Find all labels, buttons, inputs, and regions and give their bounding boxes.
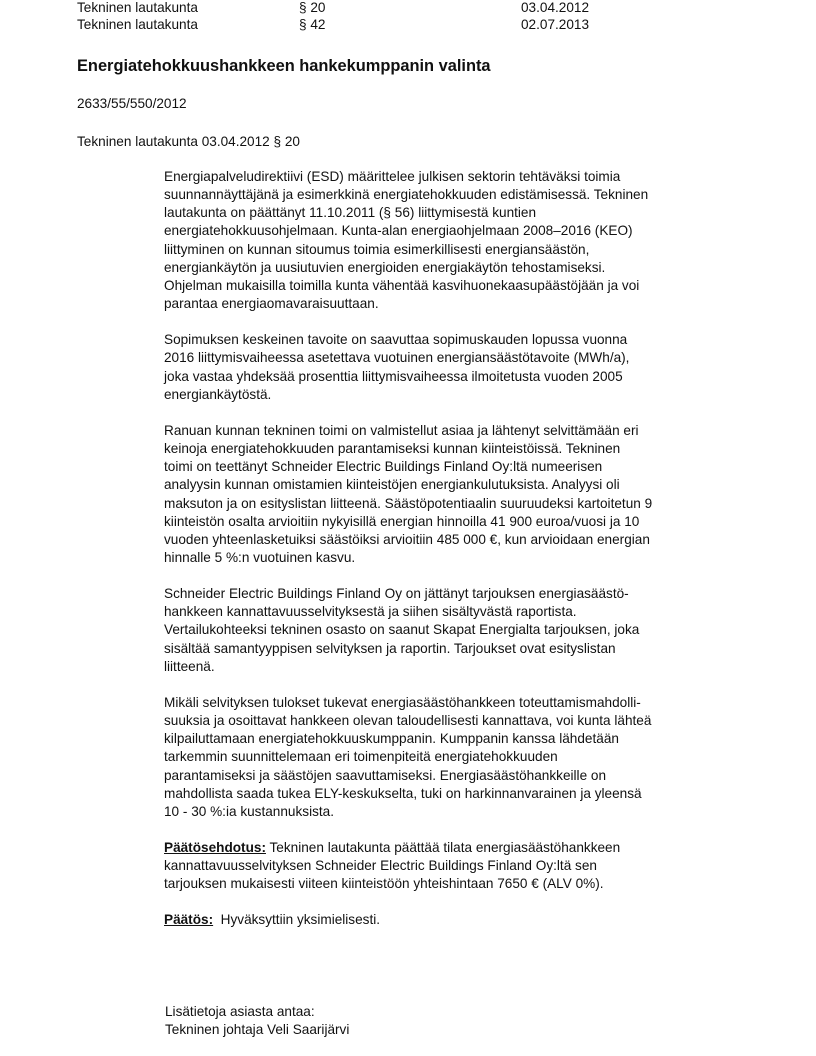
paragraph-line: vuoden yhteenlasketuiksi säästöiksi arvioitiin 485 000 €, kun arvioidaan energian: [164, 531, 650, 547]
proposal-line: kannattavuusselvityksen Schneider Electric Buildings Finland Oy:ltä sen: [164, 858, 597, 874]
paragraph-line: hankkeen kannattavuusselvityksestä ja siihen sisältyvästä raportista.: [164, 604, 577, 620]
body-paragraph: [164, 168, 764, 313]
paragraph-line: liittyminen on kunnan sitoumus toimia esimerkillisesti energiansäästön,: [164, 241, 590, 257]
decision-text: Hyväksyttiin yksimielisesti.: [213, 912, 381, 928]
reference-body: Tekninen lautakunta: [77, 17, 198, 32]
paragraph-line: 10 - 30 %:ia kustannuksista.: [164, 803, 335, 819]
paragraph-line: maksuton ja on esityslistan liitteenä. Säästöpotentiaalin suuruudeksi kartoitetun 9: [164, 495, 653, 511]
paragraph-line: Ohjelman mukaisilla toimilla kunta vähentää kasvihuonekaasupäästöjään ja voi: [164, 277, 640, 293]
body-paragraph: [164, 585, 764, 676]
paragraph-line: tarkemmin suunnittelemaan eri toimenpiteitä energiatehokkuuden: [164, 749, 558, 765]
body-paragraph: [164, 331, 764, 404]
paragraph-line: analyysin kunnan omistamien kiinteistöjen energiankulutuksista. Analyysi oli: [164, 477, 620, 493]
paragraph-line: Ranuan kunnan tekninen toimi on valmistellut asiaa ja lähtenyt selvittämään eri: [164, 422, 639, 438]
paragraph-line: energiankäytöstä.: [164, 386, 272, 402]
paragraph-line: joka vastaa yhdeksää prosenttia liittymisvaiheessa ilmoitetusta vuoden 2005: [164, 368, 623, 384]
case-number: 2633/55/550/2012: [77, 96, 187, 111]
contact-label: Lisätietoja asiasta antaa:: [165, 1004, 315, 1019]
paragraph-line: toimi on teettänyt Schneider Electric Buildings Finland Oy:ltä numeerisen: [164, 459, 603, 475]
document-title: Energiatehokkuushankkeen hankekumppanin valinta: [77, 57, 491, 75]
paragraph-line: energiatehokkuusohjelmaan. Kunta-alan energiaohjelmaan 2008–2016 (KEO): [164, 223, 633, 239]
meeting-reference: Tekninen lautakunta 03.04.2012 § 20: [77, 134, 300, 149]
reference-section: § 42: [299, 17, 326, 32]
reference-date: 02.07.2013: [521, 17, 590, 32]
reference-date: 03.04.2012: [521, 0, 590, 15]
paragraph-line: energiankäytön ja uusiutuvien energioiden energiakäytön tehostamiseksi.: [164, 259, 606, 275]
paragraph-line: kiinteistön osalta arvioitiin nykyisillä energian hinnoilla 41 900 euroa/vuosi ja 10: [164, 513, 640, 529]
paragraph-line: keinoja energiatehokkuuden parantamiseksi kunnan kiinteistöissä. Tekninen: [164, 441, 621, 457]
reference-section: § 20: [299, 0, 326, 15]
proposal-line: Tekninen lautakunta päättää tilata energiasäästöhankkeen: [265, 840, 621, 855]
paragraph-line: Sopimuksen keskeinen tavoite on saavuttaa sopimuskauden lopussa vuonna: [164, 332, 628, 348]
document-body: [164, 168, 764, 948]
paragraph-line: Energiapalveludirektiivi (ESD) määrittelee julkisen sektorin tehtäväksi toimia: [164, 169, 621, 184]
decision-label: Päätös:: [164, 912, 214, 928]
paragraph-line: hinnalle 5 %:n vuotuinen kasvu.: [164, 549, 356, 565]
paragraph-line: mahdollista saada tukea ELY-keskukselta, tuki on harkinnanvarainen ja yleensä: [164, 785, 642, 801]
proposal-paragraph: [164, 839, 764, 893]
proposal-label: Päätösehdotus:: [164, 840, 266, 855]
paragraph-line: Vertailukohteeksi tekninen osasto on saanut Skapat Energialta tarjouksen, joka: [164, 622, 640, 638]
paragraph-line: kilpailuttamaan energiatehokkuuskumppanin. Kumppanin kanssa lähdetään: [164, 731, 619, 747]
reference-body: Tekninen lautakunta: [77, 0, 198, 15]
paragraph-line: Schneider Electric Buildings Finland Oy on jättänyt tarjouksen energiasäästö-: [164, 586, 629, 602]
paragraph-line: sisältää samantyyppisen selvityksen ja raportin. Tarjoukset ovat esityslistan: [164, 640, 616, 656]
paragraph-line: liitteenä.: [164, 658, 215, 674]
paragraph-line: suuksia ja osoittavat hankkeen olevan taloudellisesti kannattava, voi kunta lähteä: [164, 713, 652, 729]
decision-paragraph: [164, 911, 764, 929]
paragraph-line: 2016 liittymisvaiheessa asetettava vuotuinen energiansäästötavoite (MWh/a),: [164, 350, 630, 366]
contact-person: Tekninen johtaja Veli Saarijärvi: [165, 1022, 350, 1037]
reference-row: [77, 0, 777, 16]
paragraph-line: suunnannäyttäjänä ja esimerkkinä energiatehokkuuden edistämisessä. Tekninen: [164, 187, 649, 203]
contact-info: [165, 1003, 349, 1039]
body-paragraph: [164, 694, 764, 821]
reference-row: [77, 17, 777, 33]
paragraph-line: parantamiseksi ja säästöjen saavuttamiseksi. Energiasäästöhankkeille on: [164, 767, 607, 783]
body-paragraphs: [164, 168, 764, 821]
paragraph-line: lautakunta on päättänyt 11.10.2011 (§ 56) liittymisestä kuntien: [164, 205, 537, 221]
paragraph-line: Mikäli selvityksen tulokset tukevat energiasäästöhankkeen toteuttamismahdolli-: [164, 694, 641, 710]
paragraph-line: parantaa energiaomavaraisuuttaan.: [164, 296, 379, 312]
body-paragraph: [164, 422, 764, 567]
proposal-line: tarjouksen mukaisesti viiteen kiinteistöön yhteishintaan 7650 € (ALV 0%).: [164, 876, 604, 892]
